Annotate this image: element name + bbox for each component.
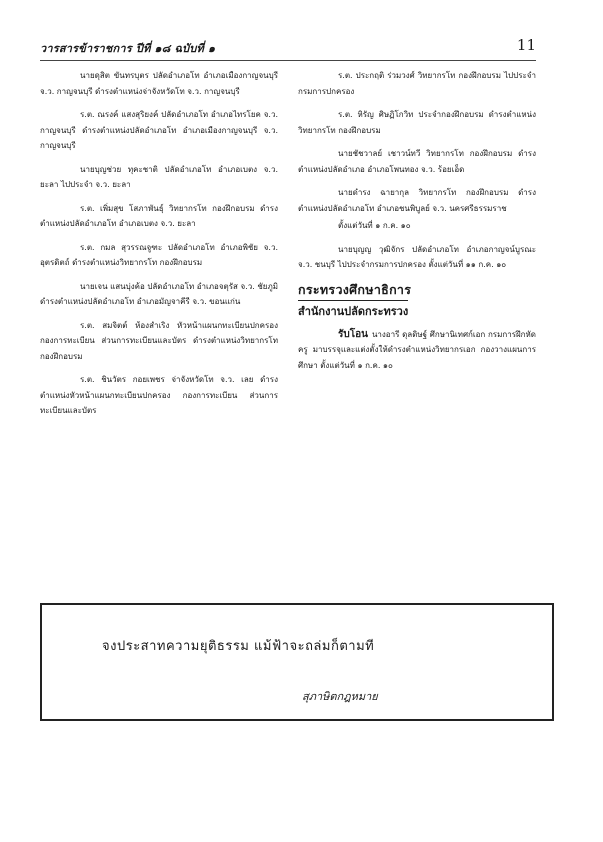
appointment-entry: ร.ต. กมล สุวรรณจูฑะ ปลัดอำเภอโท อำเภอพิชัย จ.ว. อุตรดิตถ์ ดำรงตำแหน่งวิทยากรโท กองฝึกอบรม	[40, 242, 278, 267]
ministry-underline	[298, 300, 408, 301]
quote-text: จงประสาทความยุติธรรม แม้ฟ้าจะถล่มก็ตามที	[102, 639, 375, 654]
appointment-entry: นายดุสิต ขันทรบุตร ปลัดอำเภอโท อำเภอเมืองกาญจนบุรี จ.ว. กาญจนบุรี ดำรงตำแหน่งจ่าจังหวัดโท จ.ว. กาญจนบุรี	[40, 71, 278, 96]
appointment-entry: ร.ต. ประกฤติ ร่วมวงศ์ วิทยากรโท กองฝึกอบรม ไปประจำกรมการปกครอง	[298, 71, 536, 96]
appointment-entry: ร.ต. เพิ่มสุข โสภาพันธุ์ วิทยากรโท กองฝึกอบรม ดำรงตำแหน่งปลัดอำเภอโท อำเภอเบตง จ.ว. ยะลา	[40, 203, 278, 228]
page-header	[40, 36, 536, 58]
page-number: 11	[516, 36, 536, 54]
right-column	[298, 68, 536, 568]
appointment-entry: นายบุญญ วุฒิจักร ปลัดอำเภอโท อำเภอกาญจน์บูรณะ จ.ว. ชนบุรี ไปประจำกรมการปกครอง ตั้งแต่วันที่ ๑๑ ก.ค. ๑๐	[298, 244, 536, 269]
office-heading: สำนักงานปลัดกระทรวง	[298, 304, 409, 318]
transfer-text: นางอารี ดุลดิษฐ์ ศึกษานิเทศก์เอก กรมการฝึกหัดครู มาบรรจุและแต่งตั้งให้ดำรงตำแหน่งวิทยากรเอก กองวางแผนการศึกษา ตั้งแต่วันที่ ๑ ก.ค. ๑๐	[298, 329, 536, 370]
left-column	[40, 68, 278, 568]
quote-box	[40, 603, 554, 721]
journal-title: วารสารข้าราชการ ปีที่ ๑๘ ฉบับที่ ๑	[40, 42, 216, 55]
appointment-entry: นายบุญช่วย ทุคะชาติ ปลัดอำเภอโท อำเภอเบตง จ.ว. ยะลา ไปประจำ จ.ว. ยะลา	[40, 164, 278, 189]
transfer-entry	[298, 327, 536, 374]
transfer-label: รับโอน	[338, 328, 368, 340]
appointment-entry: ร.ต. สมจิตต์ ห้องสำเริง หัวหน้าแผนกทะเบียนปกครอง กองการทะเบียน ส่วนการทะเบียนและบัตร ดำรงตำแหน่งวิทยากรโท กองฝึกอบรม	[40, 320, 278, 361]
appointment-entry: นายเจน แสนบุ่งค้อ ปลัดอำเภอโท อำเภอจตุรัส จ.ว. ชัยภูมิ ดำรงตำแหน่งปลัดอำเภอโท อำเภอมัญจาคีรี จ.ว. ขอนแก่น	[40, 281, 278, 306]
ministry-heading: กระทรวงศึกษาธิการ	[298, 281, 412, 297]
appointment-entry: ร.ต. หิรัญ ศิษฏิโกวิท ประจำกองฝึกอบรม ดำรงตำแหน่งวิทยากรโท กองฝึกอบรม	[298, 110, 536, 135]
appointment-entry: นายดำรง ฉายากุล วิทยากรโท กองฝึกอบรม ดำรงตำแหน่งปลัดอำเภอโท อำเภอชนพิบูลย์ จ.ว. นครศรีธรรมราช	[298, 188, 536, 213]
effective-date: ตั้งแต่วันที่ ๑ ก.ค. ๑๐	[338, 221, 411, 230]
appointment-entry: นายชัชวาลย์ เชาวน์ทวี วิทยากรโท กองฝึกอบรม ดำรงตำแหน่งปลัดอำเภอ อำเภอโพนทอง จ.ว. ร้อยเอ็ด	[298, 149, 536, 174]
header-divider	[40, 60, 536, 61]
quote-author: สุภาษิตกฎหมาย	[302, 690, 378, 703]
appointment-entry: ร.ต. ชินวัตร กอยเพชร จ่าจังหวัดโท จ.ว. เลย ดำรงตำแหน่งหัวหน้าแผนกทะเบียนปกครอง กองการทะเบียน ส่วนการทะเบียนและบัตร	[40, 375, 278, 415]
appointment-entry: ร.ต. ณรงค์ แสงสุริยงค์ ปลัดอำเภอโท อำเภอไทรโยค จ.ว. กาญจนบุรี ดำรงตำแหน่งปลัดอำเภอโท อำเภอเมืองกาญจนบุรี จ.ว. กาญจนบุรี	[40, 110, 278, 150]
